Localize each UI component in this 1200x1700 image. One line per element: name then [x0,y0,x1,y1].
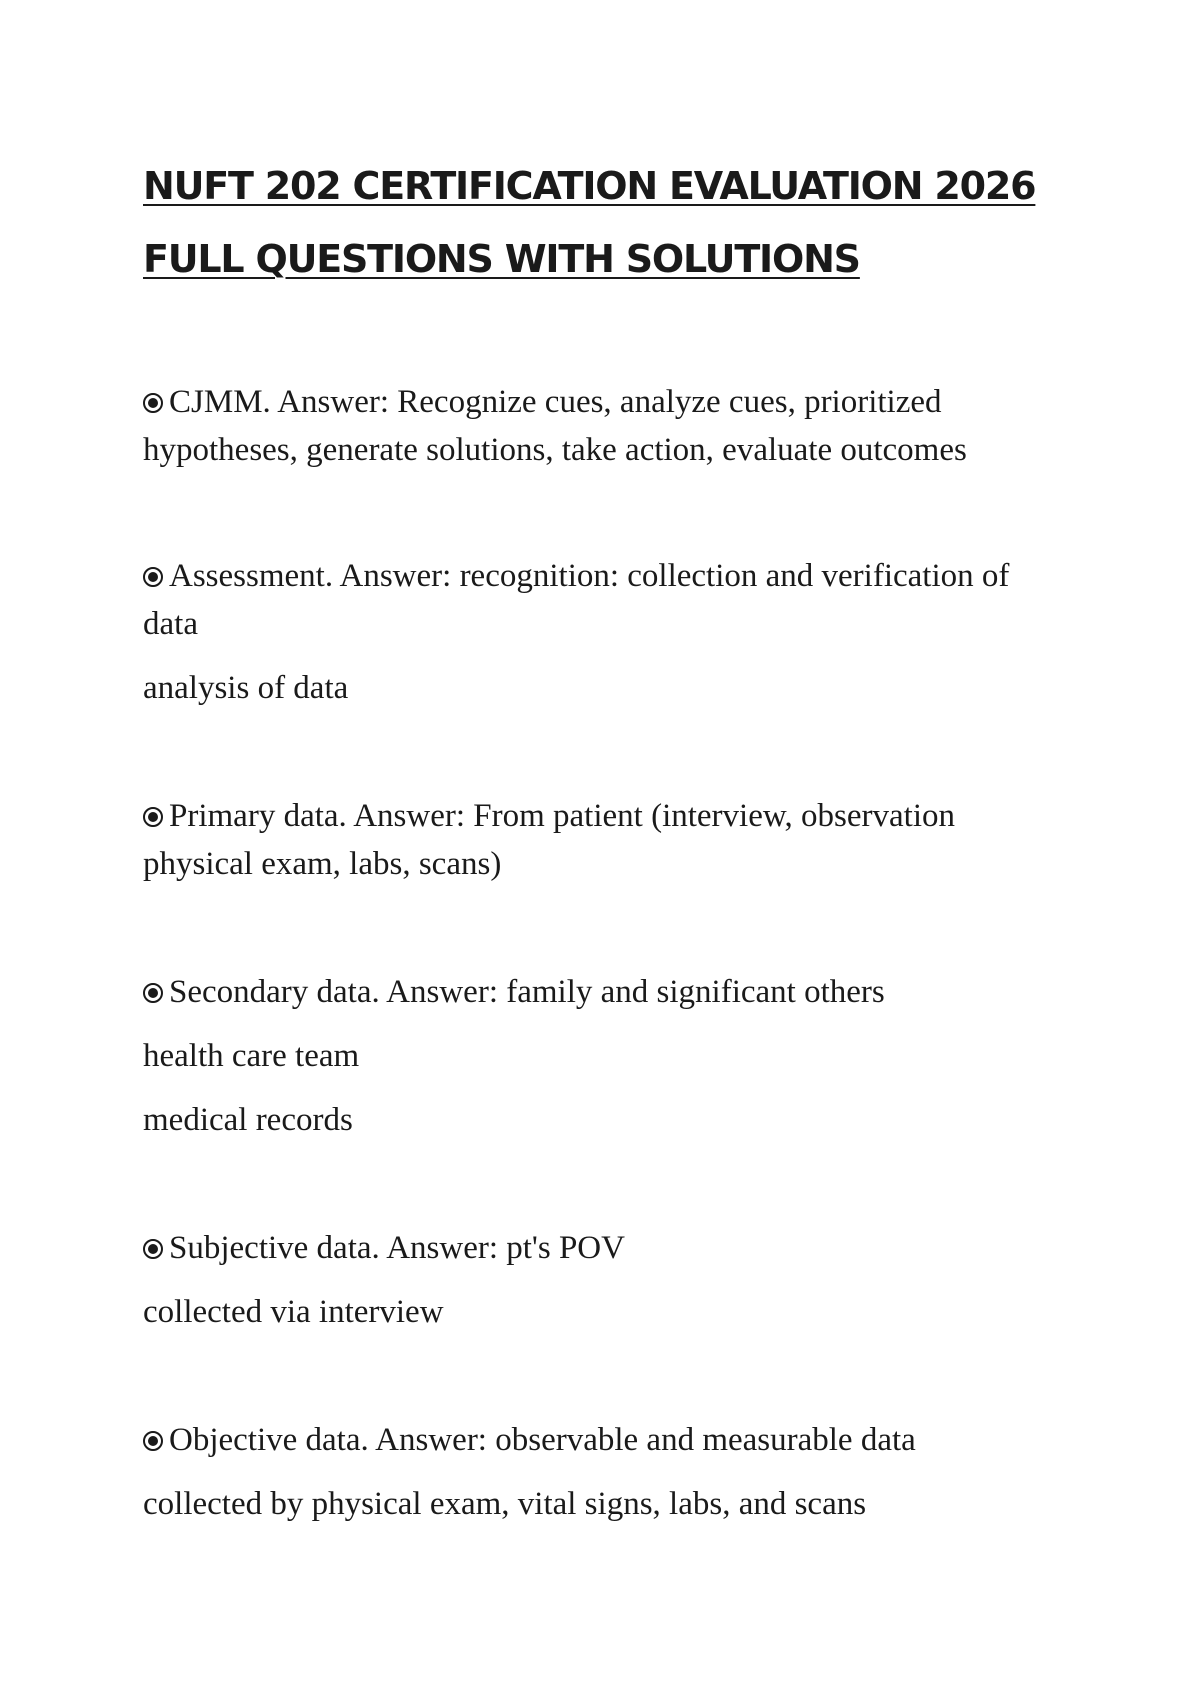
qa-entry-assessment [143,552,1043,712]
radio-bullet-icon [143,1431,163,1451]
entry-wrap-line: hypotheses, generate solutions, take action, evaluate outcomes [143,432,967,468]
entry-first-line: Objective data. Answer: observable and measurable data [169,1422,916,1458]
radio-bullet-icon [143,567,163,587]
document-title [143,150,1043,296]
radio-bullet-icon [143,1239,163,1259]
entry-first-line: Primary data. Answer: From patient (interview, observation [169,798,956,834]
entry-extra-line: health care team [143,1038,360,1074]
entry-extra-line: analysis of data [143,670,349,706]
radio-bullet-icon [143,807,163,827]
entry-extra-line: collected via interview [143,1294,444,1330]
entry-first-line: Assessment. Answer: recognition: collection and verification of [169,558,1010,594]
entry-answer-text [143,378,1043,426]
entry-answer-text [143,1224,1043,1272]
entry-answer-text [143,1416,1043,1464]
entry-first-line: Subjective data. Answer: pt's POV [169,1230,625,1266]
entry-extra-line: collected by physical exam, vital signs, labs, and scans [143,1486,867,1522]
entry-extra-line: medical records [143,1102,353,1138]
entry-wrap-line: data [143,606,198,642]
entry-answer-text [143,968,1043,1016]
title-line-2: FULL QUESTIONS WITH SOLUTIONS [143,237,860,281]
entry-answer-text [143,792,1043,840]
qa-entry-objective-data [143,1416,1043,1528]
radio-bullet-icon [143,393,163,413]
entry-answer-text [143,552,1043,600]
entry-first-line: CJMM. Answer: Recognize cues, analyze cues, prioritized [169,384,942,420]
qa-entry-cjmm [143,378,1043,474]
entry-wrap-line: physical exam, labs, scans) [143,846,502,882]
entry-first-line: Secondary data. Answer: family and significant others [169,974,885,1010]
qa-entry-secondary-data [143,968,1043,1144]
radio-bullet-icon [143,983,163,1003]
title-line-1: NUFT 202 CERTIFICATION EVALUATION 2026 [143,164,1036,208]
qa-entry-primary-data [143,792,1043,888]
qa-entry-subjective-data [143,1224,1043,1336]
